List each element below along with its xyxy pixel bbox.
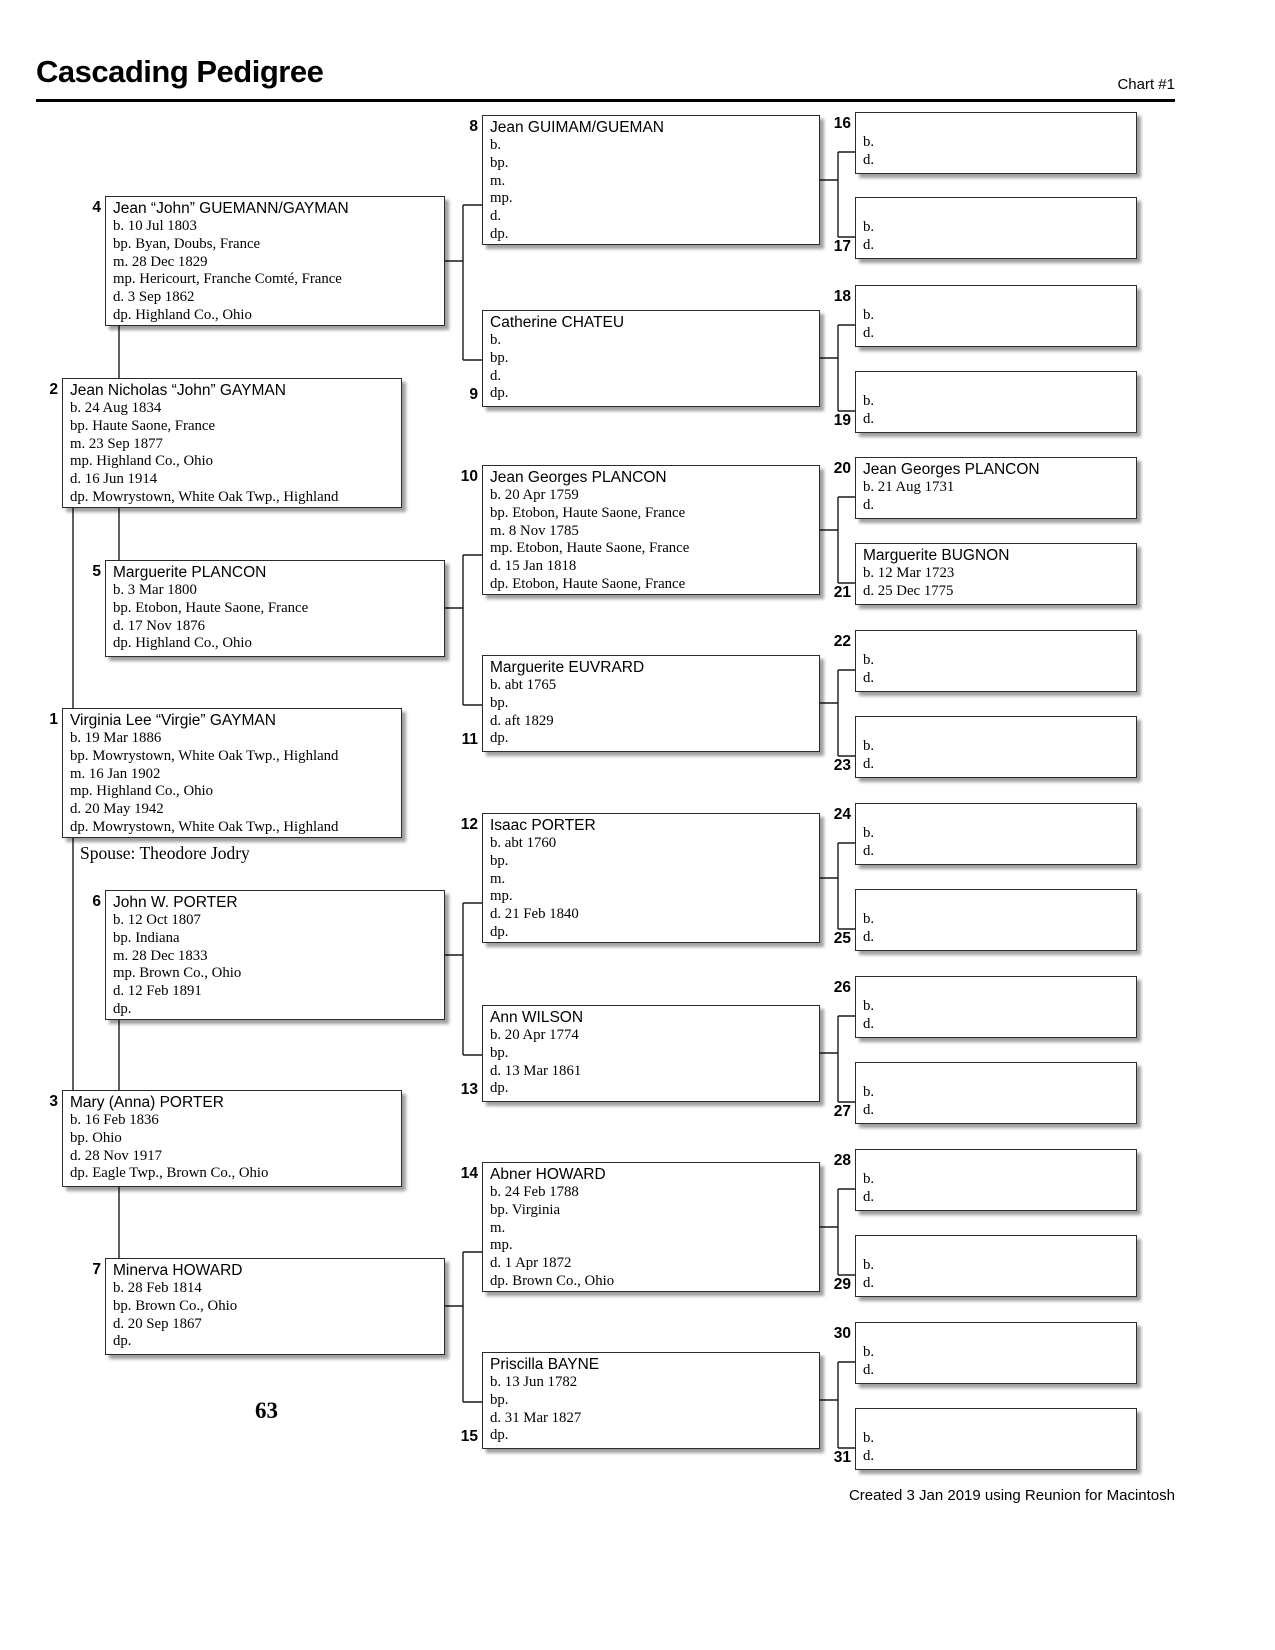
person-number: 25: [833, 930, 851, 947]
person-detail-line: b.: [863, 998, 875, 1014]
person-number: 22: [833, 633, 851, 650]
person-name: [863, 374, 1132, 393]
person-detail-line: b. 12 Oct 1807: [113, 912, 201, 928]
person-detail-line: b.: [863, 393, 875, 409]
person-detail-line: d.: [863, 324, 875, 341]
person-box-23: [833, 716, 1137, 778]
person-number: 8: [469, 118, 478, 135]
person-detail-line: bp.: [490, 154, 509, 171]
person-name: Marguerite PLANCON: [113, 564, 267, 581]
person-name: Catherine CHATEU: [490, 314, 625, 331]
person-detail-line: mp.: [490, 190, 513, 207]
person-name: Abner HOWARD: [490, 1166, 606, 1183]
person-details: [490, 835, 815, 942]
person-detail-line: b.: [863, 1171, 875, 1187]
person-detail-line: b. 24 Aug 1834: [70, 400, 162, 416]
person-number: 29: [833, 1276, 851, 1293]
person-detail-line: dp. Brown Co., Ohio: [490, 1272, 615, 1289]
person-details: [863, 307, 1132, 343]
person-number: 24: [833, 806, 851, 823]
person-detail-line: b.: [863, 307, 875, 323]
person-detail-line: mp. Highland Co., Ohio: [70, 783, 214, 800]
person-name: Jean “John” GUEMANN/GAYMAN: [113, 200, 349, 217]
person-details: [490, 137, 815, 244]
person-number: 2: [49, 381, 58, 398]
person-detail-line: d.: [863, 1188, 875, 1205]
person-name: [863, 1411, 1132, 1430]
person-name: [863, 115, 1132, 134]
person-detail-line: b.: [863, 1430, 875, 1446]
person-box-21: [833, 543, 1137, 605]
person-detail-line: d. 25 Dec 1775: [863, 582, 954, 599]
person-name: [863, 806, 1132, 825]
person-number: 4: [92, 199, 101, 216]
person-number: 20: [833, 460, 851, 477]
person-detail-line: d. aft 1829: [490, 712, 554, 729]
person-detail-line: d.: [863, 1274, 875, 1291]
person-detail-line: d. 31 Mar 1827: [490, 1409, 582, 1426]
person-box-29: [833, 1235, 1137, 1297]
person-detail-line: d. 12 Feb 1891: [113, 983, 202, 1000]
person-box-26: [833, 976, 1137, 1038]
person-box-28: [833, 1149, 1137, 1211]
person-detail-line: b.: [490, 137, 502, 153]
person-details: [863, 1430, 1132, 1466]
person-name: Marguerite EUVRARD: [490, 659, 645, 676]
person-detail-line: m. 28 Dec 1833: [113, 947, 208, 964]
person-name: [863, 1065, 1132, 1084]
person-name: [863, 719, 1132, 738]
person-box-27: [833, 1062, 1137, 1124]
person-detail-line: b.: [863, 652, 875, 668]
person-box-22: [833, 630, 1137, 692]
person-number: 9: [469, 386, 478, 403]
person-details: [863, 911, 1132, 947]
person-detail-line: mp. Etobon, Haute Saone, France: [490, 540, 690, 557]
person-number: 28: [833, 1152, 851, 1169]
person-details: [863, 134, 1132, 170]
person-box-16: [833, 112, 1137, 174]
person-detail-line: b. 28 Feb 1814: [113, 1280, 202, 1296]
person-detail-line: bp.: [490, 1391, 509, 1408]
person-detail-line: mp.: [490, 888, 513, 905]
person-detail-line: d.: [863, 410, 875, 427]
person-name: Jean Georges PLANCON: [490, 469, 667, 486]
person-detail-line: d.: [863, 928, 875, 945]
person-detail-line: b. 16 Feb 1836: [70, 1112, 159, 1128]
person-detail-line: d.: [863, 842, 875, 859]
person-name: [863, 1152, 1132, 1171]
person-box-4: [92, 196, 445, 326]
person-detail-line: b.: [863, 1084, 875, 1100]
person-details: [490, 1184, 815, 1291]
person-box-10: [460, 465, 820, 595]
person-detail-line: m.: [490, 870, 506, 887]
footer-credit: Created 3 Jan 2019 using Reunion for Macintosh: [848, 1487, 1175, 1504]
person-detail-line: d.: [863, 1101, 875, 1118]
person-details: [863, 219, 1132, 255]
person-box-30: [833, 1322, 1137, 1384]
person-detail-line: b. 3 Mar 1800: [113, 582, 197, 598]
person-detail-line: bp. Ohio: [70, 1129, 122, 1146]
person-detail-line: d. 3 Sep 1862: [113, 289, 195, 306]
person-detail-line: d. 13 Mar 1861: [490, 1062, 582, 1079]
person-details: [113, 912, 440, 1019]
person-details: [490, 332, 815, 403]
person-box-31: [833, 1408, 1137, 1470]
person-name: Marguerite BUGNON: [863, 547, 1010, 564]
person-box-14: [460, 1162, 820, 1292]
person-number: 17: [833, 238, 851, 255]
person-box-11: [461, 655, 820, 752]
person-name: Ann WILSON: [490, 1009, 584, 1026]
person-detail-line: dp. Highland Co., Ohio: [113, 635, 252, 652]
person-details: [863, 998, 1132, 1034]
person-number: 1: [49, 711, 58, 728]
person-detail-line: b.: [863, 738, 875, 754]
person-detail-line: bp. Etobon, Haute Saone, France: [113, 599, 309, 616]
person-name: [863, 979, 1132, 998]
person-details: [863, 393, 1132, 429]
person-detail-line: b. 21 Aug 1731: [863, 479, 955, 495]
person-details: [863, 1171, 1132, 1207]
person-box-20: [833, 457, 1137, 519]
person-name: [863, 892, 1132, 911]
person-detail-line: d. 20 May 1942: [70, 801, 164, 818]
person-number: 12: [460, 816, 478, 833]
person-detail-line: d. 1 Apr 1872: [490, 1255, 572, 1272]
person-detail-line: dp.: [490, 1427, 509, 1444]
person-box-8: [469, 115, 820, 245]
chart-number-label: Chart #1: [1117, 76, 1175, 93]
person-detail-line: m. 28 Dec 1829: [113, 253, 208, 270]
person-number: 26: [833, 979, 851, 996]
person-detail-line: bp.: [490, 349, 509, 366]
person-number: 21: [833, 584, 851, 601]
person-detail-line: bp. Brown Co., Ohio: [113, 1297, 238, 1314]
person-detail-line: mp.: [490, 1237, 513, 1254]
person-details: [863, 738, 1132, 774]
person-details: [70, 1112, 397, 1183]
person-name: [863, 1325, 1132, 1344]
person-detail-line: dp. Eagle Twp., Brown Co., Ohio: [70, 1165, 269, 1182]
person-name: Jean GUIMAM/GUEMAN: [490, 119, 664, 136]
person-number: 13: [460, 1081, 478, 1098]
title-rule: [36, 99, 1175, 102]
person-details: [113, 218, 440, 325]
person-detail-line: b. 24 Feb 1788: [490, 1184, 579, 1200]
person-name: Mary (Anna) PORTER: [70, 1094, 224, 1111]
person-box-19: [833, 371, 1137, 433]
person-box-18: [833, 285, 1137, 347]
person-detail-line: d.: [863, 496, 875, 513]
person-detail-line: d.: [490, 367, 502, 384]
person-detail-line: d. 21 Feb 1840: [490, 906, 579, 923]
person-name: Priscilla BAYNE: [490, 1356, 600, 1373]
person-details: [863, 565, 1132, 601]
person-detail-line: b.: [863, 134, 875, 150]
person-box-3: [49, 1090, 402, 1187]
person-detail-line: dp. Mowrystown, White Oak Twp., Highland: [70, 818, 339, 835]
person-detail-line: b.: [863, 911, 875, 927]
person-details: [490, 1374, 815, 1445]
person-detail-line: b.: [863, 1257, 875, 1273]
person-detail-line: b.: [490, 332, 502, 348]
person-detail-line: b. 13 Jun 1782: [490, 1374, 578, 1390]
person-details: [863, 1084, 1132, 1120]
person-detail-line: mp. Hericourt, Franche Comté, France: [113, 271, 342, 288]
person-detail-line: b. 12 Mar 1723: [863, 565, 955, 581]
person-detail-line: d.: [863, 1361, 875, 1378]
person-detail-line: mp. Highland Co., Ohio: [70, 453, 214, 470]
person-name: [863, 633, 1132, 652]
person-box-1: [49, 708, 402, 838]
person-box-25: [833, 889, 1137, 951]
person-detail-line: d.: [863, 1447, 875, 1464]
person-details: [113, 1280, 440, 1351]
person-detail-line: b. 19 Mar 1886: [70, 730, 162, 746]
person-detail-line: dp.: [490, 730, 509, 747]
person-detail-line: dp. Mowrystown, White Oak Twp., Highland: [70, 488, 339, 505]
person-number: 11: [461, 731, 478, 748]
person-number: 31: [833, 1449, 851, 1466]
person-name: [863, 1238, 1132, 1257]
person-details: [863, 1344, 1132, 1380]
person-detail-line: b. 20 Apr 1774: [490, 1027, 579, 1043]
person-box-17: [833, 197, 1137, 259]
person-detail-line: b. abt 1765: [490, 677, 557, 693]
person-detail-line: bp. Haute Saone, France: [70, 417, 216, 434]
person-detail-line: d. 15 Jan 1818: [490, 558, 577, 575]
person-number: 16: [833, 115, 851, 132]
person-box-12: [460, 813, 820, 943]
person-name: Jean Georges PLANCON: [863, 461, 1040, 478]
page-title: Cascading Pedigree: [36, 54, 324, 89]
person-detail-line: dp.: [490, 923, 509, 940]
person-name: Minerva HOWARD: [113, 1262, 243, 1279]
person-detail-line: dp.: [490, 385, 509, 402]
person-box-24: [833, 803, 1137, 865]
page-number: 63: [255, 1398, 278, 1423]
person-detail-line: bp.: [490, 852, 509, 869]
person-name: [863, 200, 1132, 219]
person-detail-line: d.: [863, 151, 875, 168]
person-number: 18: [833, 288, 851, 305]
person-detail-line: b.: [863, 825, 875, 841]
person-details: [113, 582, 440, 653]
person-detail-line: d. 17 Nov 1876: [113, 617, 206, 634]
person-number: 3: [49, 1093, 58, 1110]
person-detail-line: m. 23 Sep 1877: [70, 435, 163, 452]
person-name: Virginia Lee “Virgie” GAYMAN: [70, 712, 276, 729]
person-number: 6: [92, 893, 101, 910]
person-details: [863, 825, 1132, 861]
person-detail-line: bp. Mowrystown, White Oak Twp., Highland: [70, 747, 339, 764]
person-detail-line: bp. Virginia: [490, 1201, 561, 1218]
person-detail-line: d.: [863, 755, 875, 772]
person-name: John W. PORTER: [113, 894, 238, 911]
person-number: 30: [833, 1325, 851, 1342]
person-box-5: [92, 560, 445, 657]
person-detail-line: d.: [863, 669, 875, 686]
person-detail-line: m. 16 Jan 1902: [70, 765, 161, 782]
person-detail-line: b.: [863, 219, 875, 235]
person-detail-line: d. 20 Sep 1867: [113, 1315, 202, 1332]
person-number: 19: [833, 412, 851, 429]
person-number: 14: [460, 1165, 478, 1182]
person-detail-line: m. 8 Nov 1785: [490, 522, 579, 539]
person-box-9: [469, 310, 820, 407]
person-detail-line: bp. Byan, Doubs, France: [113, 235, 261, 252]
person-details: [863, 652, 1132, 688]
person-name: [863, 288, 1132, 307]
person-detail-line: dp.: [113, 1000, 132, 1017]
person-detail-line: bp.: [490, 1044, 509, 1061]
person-detail-line: dp. Highland Co., Ohio: [113, 306, 252, 323]
person-detail-line: bp. Indiana: [113, 929, 180, 946]
person-detail-line: m.: [490, 1219, 506, 1236]
person-detail-line: dp. Etobon, Haute Saone, France: [490, 575, 686, 592]
person-details: [490, 487, 815, 594]
person-name: Isaac PORTER: [490, 817, 596, 834]
person-number: 23: [833, 757, 851, 774]
person-box-15: [460, 1352, 820, 1449]
person-number: 10: [460, 468, 478, 485]
person-detail-line: b. abt 1760: [490, 835, 557, 851]
person-number: 7: [92, 1261, 101, 1278]
spouse-note: Spouse: Theodore Jodry: [80, 843, 250, 863]
person-detail-line: m.: [490, 172, 506, 189]
person-box-7: [92, 1258, 445, 1355]
person-box-2: [49, 378, 402, 508]
person-detail-line: d. 16 Jun 1914: [70, 471, 158, 488]
person-detail-line: d. 28 Nov 1917: [70, 1147, 163, 1164]
person-detail-line: bp. Etobon, Haute Saone, France: [490, 504, 686, 521]
person-detail-line: dp.: [490, 1080, 509, 1097]
person-detail-line: dp.: [113, 1333, 132, 1350]
person-detail-line: mp. Brown Co., Ohio: [113, 965, 242, 982]
person-details: [70, 730, 397, 837]
person-detail-line: b. 20 Apr 1759: [490, 487, 579, 503]
person-detail-line: d.: [863, 236, 875, 253]
person-detail-line: bp.: [490, 694, 509, 711]
person-detail-line: dp.: [490, 225, 509, 242]
person-details: [490, 1027, 815, 1098]
person-details: [863, 1257, 1132, 1293]
person-details: [863, 479, 1132, 515]
person-number: 15: [460, 1428, 478, 1445]
person-details: [70, 400, 397, 507]
person-name: Jean Nicholas “John” GAYMAN: [70, 382, 286, 399]
person-detail-line: d.: [490, 208, 502, 225]
person-details: [490, 677, 815, 748]
person-number: 27: [833, 1103, 851, 1120]
person-box-6: [92, 890, 445, 1020]
person-detail-line: b.: [863, 1344, 875, 1360]
person-number: 5: [92, 563, 101, 580]
person-detail-line: d.: [863, 1015, 875, 1032]
person-box-13: [460, 1005, 820, 1102]
person-detail-line: b. 10 Jul 1803: [113, 218, 197, 234]
